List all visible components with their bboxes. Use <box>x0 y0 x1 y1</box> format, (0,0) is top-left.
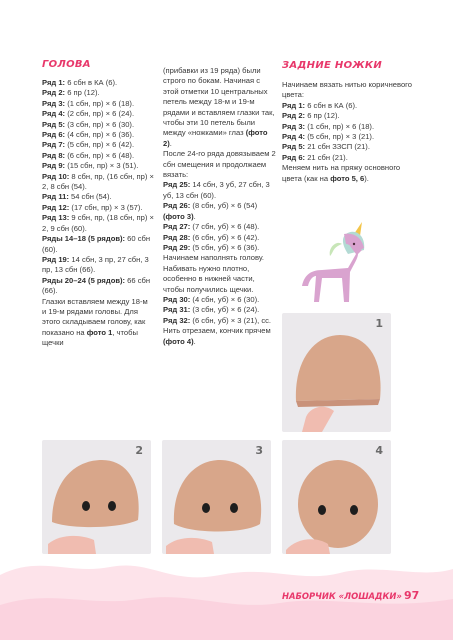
line-text: (3 сбн, пр) × 6 (30). <box>65 119 135 129</box>
bold-label: (фото 2) <box>163 128 268 148</box>
bold-label: Ряд 5: <box>282 142 306 152</box>
line-text: 8 сбн, пр, (16 сбн, пр) × 2, 8 сбн (54). <box>42 171 154 192</box>
line-text: (6 сбн, уб) × 6 (42). <box>190 232 260 242</box>
bold-label: Ряды 20–24 (5 рядов): <box>42 275 126 285</box>
photo-4: 4 <box>282 440 391 554</box>
line-text: (1 сбн, пр) × 6 (18). <box>65 98 135 108</box>
line-text: 6 сбн в КА (6). <box>305 100 358 110</box>
line-text: Начинаем наполнять голову. Набивать нужно плотно, особенно в нижней части, чтобы получились щечки. <box>163 253 264 294</box>
instruction-line <box>282 80 414 101</box>
line-text: (5 сбн, пр) × 6 (42). <box>65 140 135 150</box>
instruction-line <box>282 111 414 121</box>
line-text: ). <box>364 173 369 183</box>
photo-3: 3 <box>162 440 271 554</box>
instruction-line <box>42 140 154 150</box>
unicorn-illustration <box>292 220 392 310</box>
instruction-line <box>163 253 277 295</box>
instruction-line <box>163 233 277 243</box>
line-text: (5 сбн, пр) × 3 (21). <box>305 132 375 142</box>
bold-label: Ряд 26: <box>163 201 191 211</box>
bold-label: Ряд 11: <box>42 192 69 202</box>
bold-label: Ряд 32: <box>163 315 191 325</box>
line-text: 60 сбн (60). <box>42 234 151 254</box>
instruction-line <box>282 142 414 152</box>
instruction-line <box>42 120 154 130</box>
instruction-line <box>163 201 277 222</box>
line-text: Глазки вставляем между 18-м и 19-м рядами головы. Для этого складываем голову, как показано на <box>42 296 148 337</box>
instruction-line <box>42 88 154 98</box>
line-text: 21 сбн (21). <box>305 152 348 162</box>
bold-label: Ряд 2: <box>42 88 66 98</box>
bold-label: фото 5, 6 <box>330 173 365 183</box>
instruction-line <box>42 255 154 276</box>
instruction-line <box>282 122 414 132</box>
line-text: Нить отрезаем, кончик прячем <box>163 326 271 336</box>
bold-label: Ряд 1: <box>42 78 66 87</box>
heading-hind-legs: ЗАДНИЕ НОЖКИ <box>282 60 383 71</box>
column-1 <box>42 78 154 349</box>
bold-label: Ряд 9: <box>42 161 66 171</box>
instruction-line <box>282 101 414 111</box>
line-text: (прибавки из 19 ряда) были строго по бокам. Начиная с этой отметки 10 центральных петель между 18-м и 19-м рядами и вставляем глазки так, чтобы эти 10 петель были между «ножками» глаз <box>163 66 275 138</box>
bold-label: Ряд 19: <box>42 254 70 264</box>
line-text: (6 сбн, уб) × 3 (21), сс. <box>190 315 272 325</box>
bold-label: Ряд 2: <box>282 111 306 121</box>
instruction-line <box>163 180 277 201</box>
line-text: (17 сбн, пр) × 3 (57). <box>69 202 143 212</box>
bold-label: фото 1 <box>86 327 113 337</box>
bold-label: Ряд 3: <box>42 98 66 108</box>
line-text: Меняем нить на пряжу основного цвета (как на <box>282 163 401 183</box>
bold-label: Ряд 8: <box>42 150 66 160</box>
bold-label: Ряд 31: <box>163 305 191 315</box>
bold-label: Ряд 6: <box>282 152 306 162</box>
instruction-line <box>42 203 154 213</box>
line-text: Начинаем вязать нитью коричневого цвета: <box>282 80 412 100</box>
line-text: (15 сбн, пр) × 3 (51). <box>65 161 139 171</box>
bold-label: Ряд 6: <box>42 130 66 140</box>
bold-label: Ряд 30: <box>163 294 191 304</box>
line-text: 14 сбн, 3 пр, 27 сбн, 3 пр, 13 сбн (66). <box>42 254 149 275</box>
line-text: (4 сбн, уб) × 6 (30). <box>190 294 260 304</box>
line-text: (4 сбн, пр) × 6 (36). <box>65 130 135 140</box>
footer-title: НАБОРЧИК «ЛОШАДКИ» <box>282 591 402 601</box>
bold-label: Ряд 4: <box>282 132 306 142</box>
instruction-line <box>163 326 277 347</box>
instruction-line <box>42 99 154 109</box>
line-text: (1 сбн, пр) × 6 (18). <box>305 121 375 131</box>
instruction-line <box>282 153 414 163</box>
line-text: 6 сбн в КА (6). <box>65 78 118 87</box>
line-text: (7 сбн, уб) × 6 (48). <box>190 222 260 232</box>
instruction-line <box>163 316 277 326</box>
line-text: 54 сбн (54). <box>68 192 112 202</box>
line-text: (3 сбн, уб) × 6 (24). <box>190 305 260 315</box>
bold-label: Ряд 4: <box>42 109 66 119</box>
line-text: . <box>193 336 196 346</box>
line-text: . <box>169 138 172 148</box>
instruction-line <box>42 130 154 140</box>
instruction-line <box>42 297 154 349</box>
bold-label: Ряд 12: <box>42 202 70 212</box>
column-3 <box>282 80 414 184</box>
instruction-line <box>42 151 154 161</box>
instruction-line <box>163 295 277 305</box>
instruction-line <box>163 149 277 180</box>
bold-label: Ряд 28: <box>163 232 191 242</box>
instruction-line <box>282 163 414 184</box>
instruction-line <box>163 222 277 232</box>
bold-label: Ряд 7: <box>42 140 66 150</box>
bold-label: Ряд 27: <box>163 222 191 232</box>
line-text: . <box>193 211 196 221</box>
instruction-line <box>42 213 154 234</box>
bold-label: Ряд 25: <box>163 180 191 190</box>
line-text: (5 сбн, уб) × 6 (36). <box>190 242 260 252</box>
bold-label: Ряд 5: <box>42 119 66 129</box>
instruction-line <box>42 172 154 193</box>
instruction-line <box>163 243 277 253</box>
instruction-line <box>282 132 414 142</box>
line-text: 21 сбн ЗЗСП (21). <box>305 142 370 152</box>
line-text: (2 сбн, пр) × 6 (24). <box>65 109 135 119</box>
instruction-line <box>42 161 154 171</box>
line-text: 14 сбн, 3 уб, 27 сбн, 3 уб, 13 сбн (60). <box>163 180 270 200</box>
photo-1: 1 <box>282 313 391 432</box>
instruction-line <box>42 78 154 88</box>
bold-label: (фото 4) <box>163 336 194 346</box>
instruction-line <box>42 234 154 255</box>
instruction-line <box>163 66 277 149</box>
line-text: После 24-го ряда довязываем 2 сбн смещения и продолжаем вязать: <box>163 149 276 180</box>
line-text: 6 пр (12). <box>65 88 100 98</box>
instruction-line <box>42 192 154 202</box>
line-text: (8 сбн, уб) × 6 (54) <box>190 201 258 211</box>
bold-label: Ряд 1: <box>282 100 306 110</box>
page-number: 97 <box>404 589 420 602</box>
line-text: (6 сбн, пр) × 6 (48). <box>65 150 135 160</box>
instruction-line <box>42 276 154 297</box>
line-text: , чтобы щечки <box>42 327 138 348</box>
bold-label: Ряд 29: <box>163 242 191 252</box>
instruction-line <box>42 109 154 119</box>
bold-label: Ряд 10: <box>42 171 70 181</box>
line-text: 66 сбн (66). <box>42 275 151 296</box>
heading-head: ГОЛОВА <box>42 59 91 70</box>
bold-label: Ряд 3: <box>282 121 306 131</box>
bold-label: (фото 3) <box>163 211 194 221</box>
bold-label: Ряд 13: <box>42 213 70 223</box>
instruction-line <box>163 305 277 315</box>
bold-label: Ряды 14–18 (5 рядов): <box>42 234 126 244</box>
line-text: 6 пр (12). <box>305 111 340 121</box>
photo-2: 2 <box>42 440 151 554</box>
column-2 <box>163 66 277 347</box>
line-text: 9 сбн, пр, (18 сбн, пр) × 2, 9 сбн (60). <box>42 213 154 233</box>
